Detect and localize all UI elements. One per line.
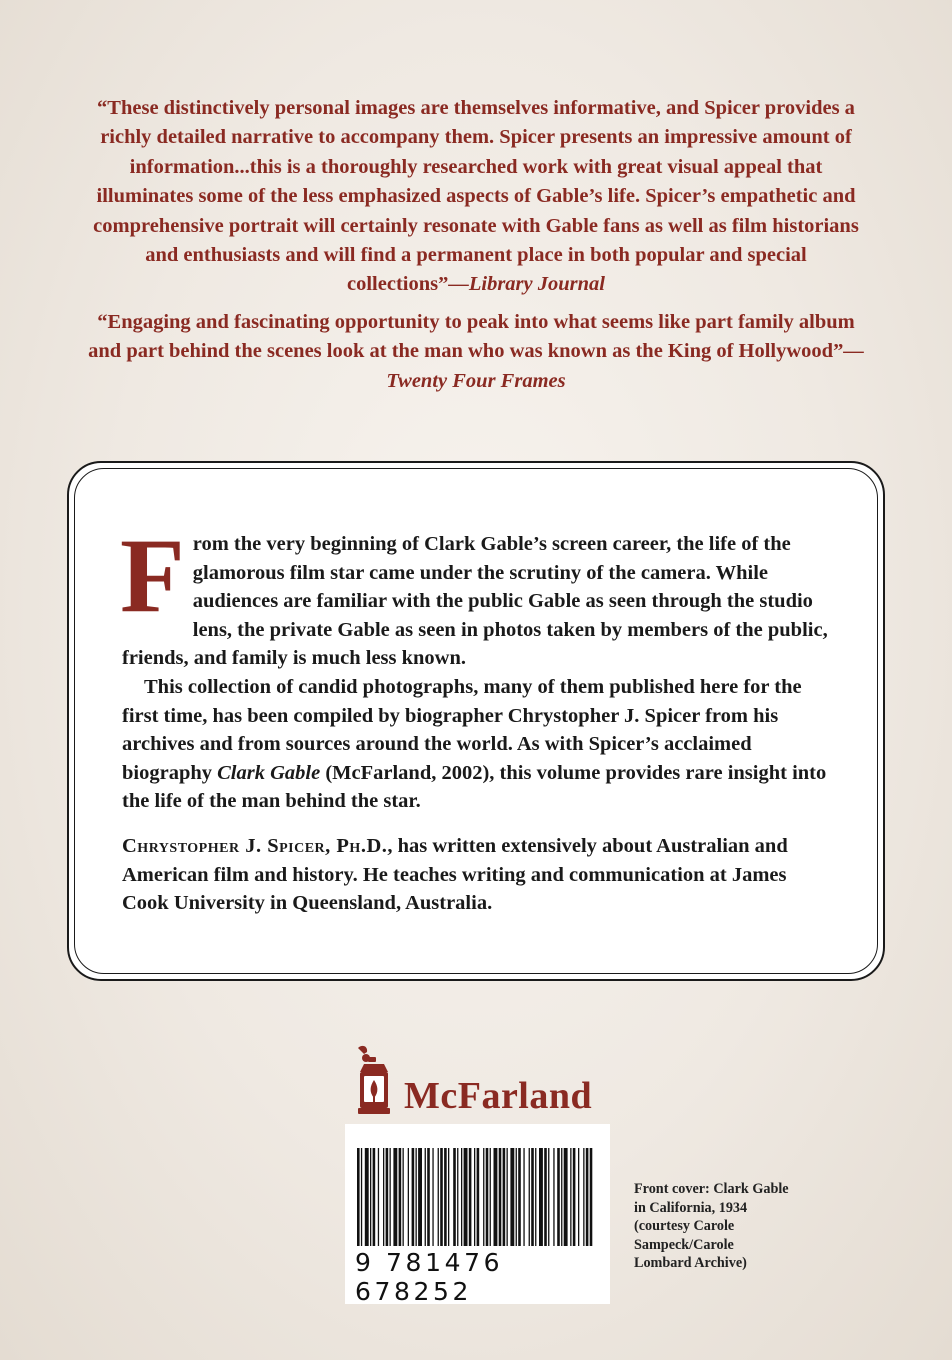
barcode-bar [357, 1148, 360, 1246]
barcode-bar [544, 1148, 547, 1246]
barcode-bar [529, 1148, 530, 1246]
barcode-bar [432, 1148, 433, 1246]
barcode-bar [440, 1148, 443, 1246]
description-paragraph-2: This collection of candid photographs, many of them published here for the first time, has been compiled by biographer Chrystopher J. Spicer from his archives and from sources around the world. As with Spicer’s acclaimed biography Clark Gable (McFarland, 2002), this volume provides rare insight into the life of the man behind the star. [122, 675, 827, 813]
barcode-bar [399, 1148, 402, 1246]
review-quotes [88, 94, 864, 404]
author-bio: Chrystopher J. Spicer, Ph.D., has written extensively about Australian and American film and history. He teaches writing and communication at James Cook University in Queensland, Australia. [122, 834, 788, 915]
lantern-icon [348, 1044, 408, 1124]
quote-source: —Twenty Four Frames [386, 340, 864, 392]
barcode-bar [590, 1148, 593, 1246]
barcode-bar [444, 1148, 447, 1246]
barcode-bar [457, 1148, 458, 1246]
barcode-bar [464, 1148, 468, 1246]
barcode-bar [461, 1148, 462, 1246]
barcode-bar [531, 1148, 534, 1246]
barcode-card [345, 1124, 610, 1304]
barcode-bar [557, 1148, 560, 1246]
barcode-bar [365, 1148, 369, 1246]
barcode-bar [418, 1148, 422, 1246]
book-description [120, 517, 834, 918]
barcode-bar [477, 1148, 480, 1246]
barcode-bar [361, 1148, 362, 1246]
barcode-bar [390, 1148, 391, 1246]
drop-cap: F [120, 517, 185, 634]
barcode-bar [386, 1148, 389, 1246]
publisher-name: McFarland [404, 1075, 593, 1117]
barcode-bar [573, 1148, 576, 1246]
description-paragraph-1: From the very beginning of Clark Gable’s screen career, the life of the glamorous film star came under the scrutiny of the camera. While audiences are familiar with the public Gable as seen through the studio lens, the private Gable as seen in photos taken by members of the public, friends, and family is much less known. [120, 517, 828, 670]
barcode-bar [548, 1148, 549, 1246]
barcode-bar [578, 1148, 579, 1246]
barcode-bar [490, 1148, 491, 1246]
barcode-bar [494, 1148, 498, 1246]
barcode-bar [518, 1148, 521, 1246]
barcode-bar [416, 1148, 417, 1246]
isbn-barcode [357, 1148, 597, 1248]
barcode-bar [516, 1148, 517, 1246]
barcode-bar [553, 1148, 554, 1246]
barcode-bar [561, 1148, 562, 1246]
barcode-bar [539, 1148, 543, 1246]
barcode-bar [510, 1148, 514, 1246]
barcode-bar [408, 1148, 409, 1246]
barcode-bar [564, 1148, 568, 1246]
barcode-bar [486, 1148, 489, 1246]
barcode-bar [453, 1148, 456, 1246]
barcode-bar [370, 1148, 371, 1246]
barcode-bar [499, 1148, 502, 1246]
barcode-bar [403, 1148, 404, 1246]
quote-library-journal: “These distinctively personal images are themselves informative, and Spicer provides a richly detailed narrative to accompany them. Spicer presents an impressive amount of information...this is a thoroughly researched work with great visual appeal that illuminates some of the less emphasized aspects of Gable’s life. Spicer’s empathetic and comprehensive portrait will certainly resonate with Gable fans as well as film historians and enthusiasts and will find a permanent place in both popular and special collections”—Library Journal [93, 97, 859, 296]
author-name: Chrystopher J. Spicer, Ph.D. [122, 834, 388, 857]
barcode-bar [535, 1148, 536, 1246]
barcode-bar [586, 1148, 589, 1246]
barcode-bar [507, 1148, 508, 1246]
barcode-bar [523, 1148, 524, 1246]
cover-photo-caption: Front cover: Clark Gable in California, 1934 (courtesy Carole Sampeck/Carole Lombard Archive) [634, 1181, 789, 1272]
quote-twenty-four-frames: “Engaging and fascinating opportunity to peak into what seems like part family album and part behind the scenes look at the man who was known as the King of Hollywood”—Twenty Four Frames [88, 310, 864, 392]
book-title-reference: Clark Gable [217, 761, 321, 784]
barcode-bar [373, 1148, 376, 1246]
barcode-bar [474, 1148, 475, 1246]
barcode-bar [583, 1148, 584, 1246]
barcode-bar [378, 1148, 379, 1246]
barcode-bar [427, 1148, 430, 1246]
barcode-bar [438, 1148, 439, 1246]
isbn-number: 9 781476 678252 [355, 1248, 504, 1306]
barcode-bar [469, 1148, 472, 1246]
barcode-bar [570, 1148, 571, 1246]
barcode-bar [425, 1148, 426, 1246]
barcode-bar [412, 1148, 415, 1246]
quote-source: —Library Journal [448, 273, 605, 296]
barcode-bar [448, 1148, 449, 1246]
barcode-bar [383, 1148, 384, 1246]
barcode-bar [393, 1148, 397, 1246]
barcode-bar [503, 1148, 506, 1246]
barcode-bar [483, 1148, 484, 1246]
